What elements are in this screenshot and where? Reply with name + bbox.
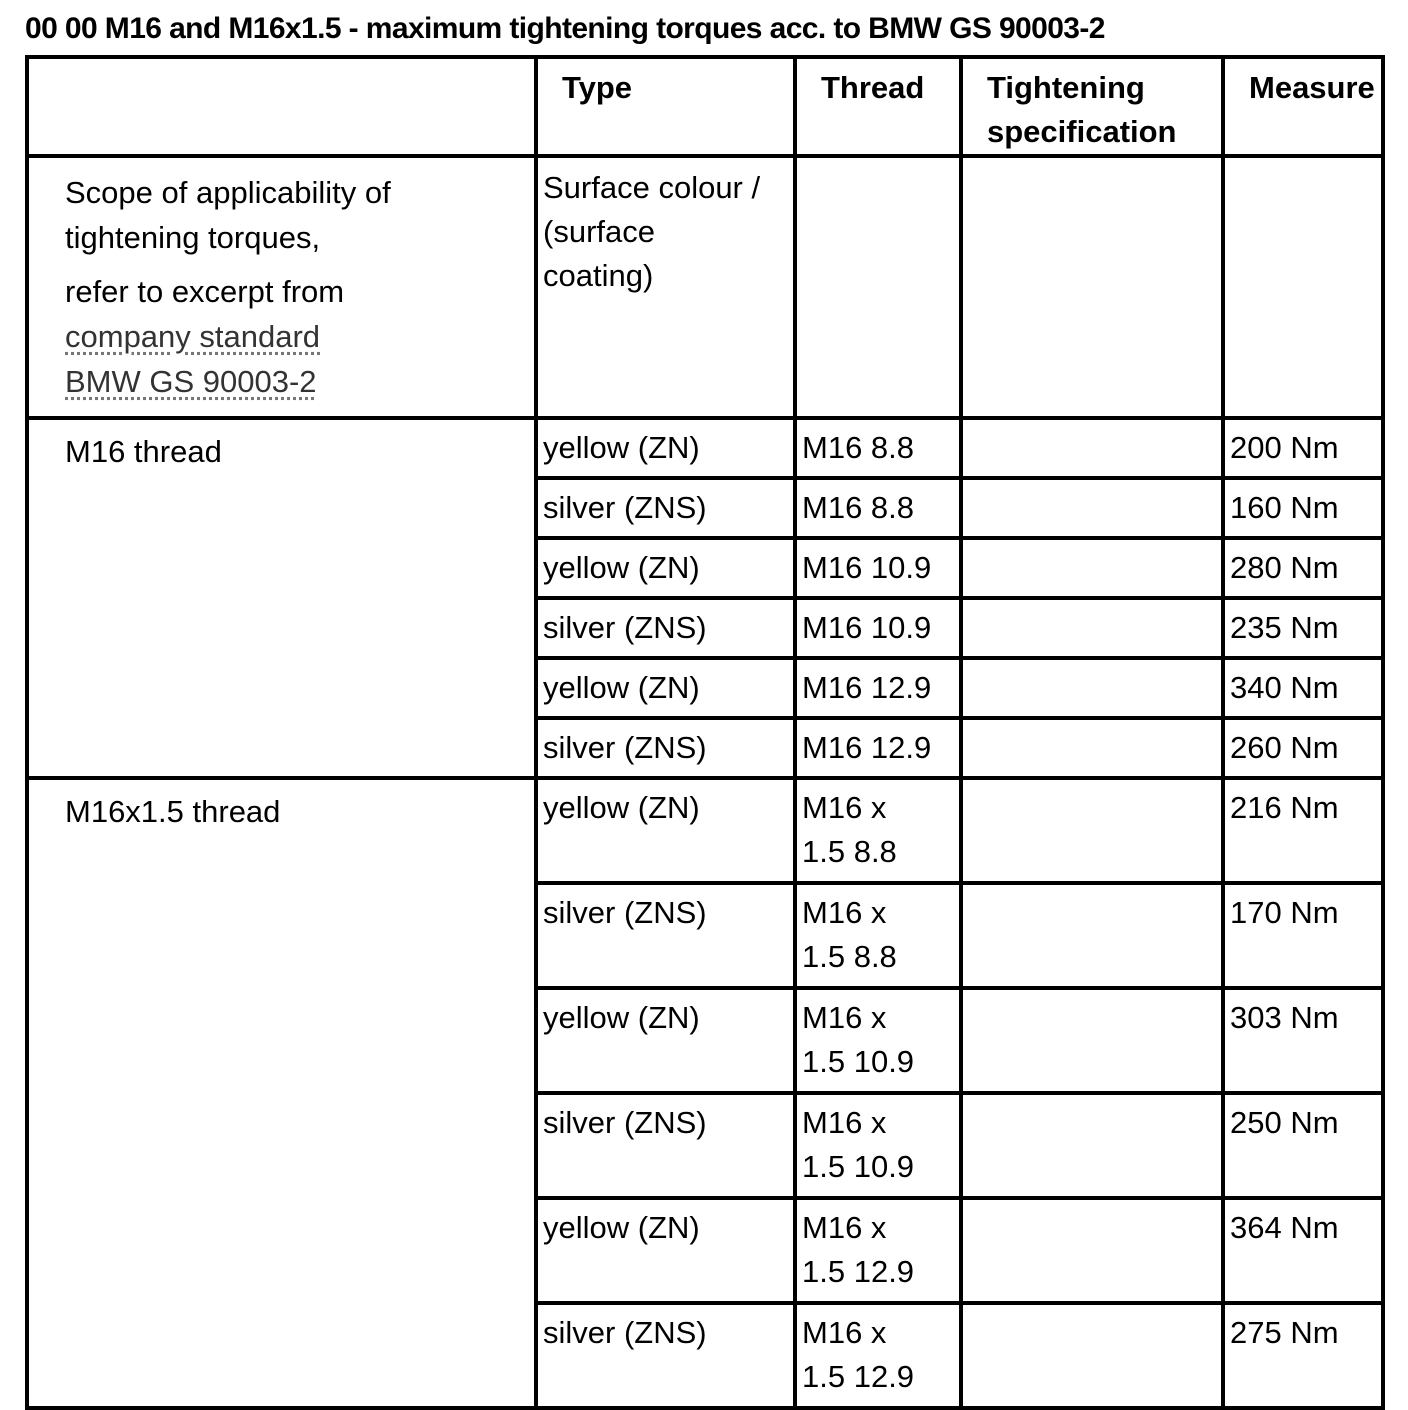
header-row <box>27 57 1383 156</box>
empty-cell <box>961 156 1223 418</box>
measure-cell: 275 Nm <box>1223 1303 1383 1408</box>
type-cell: yellow (ZN) <box>536 778 795 883</box>
thread-cell: M16 12.9 <box>795 718 961 778</box>
measure-cell: 250 Nm <box>1223 1093 1383 1198</box>
type-cell: silver (ZNS) <box>536 598 795 658</box>
thread-cell: M16 10.9 <box>795 538 961 598</box>
thread-cell: M16 8.8 <box>795 418 961 478</box>
measure-cell: 364 Nm <box>1223 1198 1383 1303</box>
measure-cell: 170 Nm <box>1223 883 1383 988</box>
header-tightening-spec: Tightening specification <box>961 57 1223 156</box>
thread-cell: M16 x 1.5 10.9 <box>795 988 961 1093</box>
spec-cell <box>961 658 1223 718</box>
company-standard-link[interactable]: company standard BMW GS 90003-2 <box>65 319 321 399</box>
type-cell: silver (ZNS) <box>536 718 795 778</box>
header-type: Type <box>536 57 795 156</box>
torque-table <box>25 55 1385 1410</box>
spec-cell <box>961 598 1223 658</box>
measure-cell: 216 Nm <box>1223 778 1383 883</box>
table-row <box>27 778 1383 883</box>
header-empty-cell <box>27 57 536 156</box>
page-title: 00 00 M16 and M16x1.5 - maximum tightening torques acc. to BMW GS 90003-2 <box>25 12 1105 45</box>
measure-cell: 200 Nm <box>1223 418 1383 478</box>
measure-cell: 303 Nm <box>1223 988 1383 1093</box>
thread-cell: M16 x 1.5 12.9 <box>795 1198 961 1303</box>
type-cell: silver (ZNS) <box>536 1093 795 1198</box>
type-cell: silver (ZNS) <box>536 478 795 538</box>
type-cell: yellow (ZN) <box>536 988 795 1093</box>
scope-row <box>27 156 1383 418</box>
empty-cell <box>795 156 961 418</box>
thread-cell: M16 12.9 <box>795 658 961 718</box>
scope-description: Scope of applicability of tightening torques, refer to excerpt from company standard BMW GS 90003-2 <box>27 156 536 418</box>
thread-cell: M16 10.9 <box>795 598 961 658</box>
measure-cell: 340 Nm <box>1223 658 1383 718</box>
spec-cell <box>961 778 1223 883</box>
type-cell: silver (ZNS) <box>536 883 795 988</box>
thread-cell: M16 8.8 <box>795 478 961 538</box>
scope-type: Surface colour / (surface coating) <box>536 156 795 418</box>
spec-cell <box>961 1303 1223 1408</box>
thread-cell: M16 x 1.5 8.8 <box>795 778 961 883</box>
type-cell: yellow (ZN) <box>536 418 795 478</box>
thread-cell: M16 x 1.5 10.9 <box>795 1093 961 1198</box>
spec-cell <box>961 538 1223 598</box>
type-cell: yellow (ZN) <box>536 538 795 598</box>
spec-cell <box>961 883 1223 988</box>
header-thread: Thread <box>795 57 961 156</box>
table-row <box>27 418 1383 478</box>
type-cell: yellow (ZN) <box>536 658 795 718</box>
header-measure: Measure <box>1223 57 1383 156</box>
group-label-m16x1-5: M16x1.5 thread <box>27 778 536 1408</box>
thread-cell: M16 x 1.5 12.9 <box>795 1303 961 1408</box>
spec-cell <box>961 418 1223 478</box>
measure-cell: 160 Nm <box>1223 478 1383 538</box>
spec-cell <box>961 718 1223 778</box>
spec-cell <box>961 1198 1223 1303</box>
spec-cell <box>961 478 1223 538</box>
measure-cell: 280 Nm <box>1223 538 1383 598</box>
spec-cell <box>961 1093 1223 1198</box>
measure-cell: 235 Nm <box>1223 598 1383 658</box>
type-cell: yellow (ZN) <box>536 1198 795 1303</box>
type-cell: silver (ZNS) <box>536 1303 795 1408</box>
thread-cell: M16 x 1.5 8.8 <box>795 883 961 988</box>
group-label-m16: M16 thread <box>27 418 536 778</box>
empty-cell <box>1223 156 1383 418</box>
measure-cell: 260 Nm <box>1223 718 1383 778</box>
spec-cell <box>961 988 1223 1093</box>
